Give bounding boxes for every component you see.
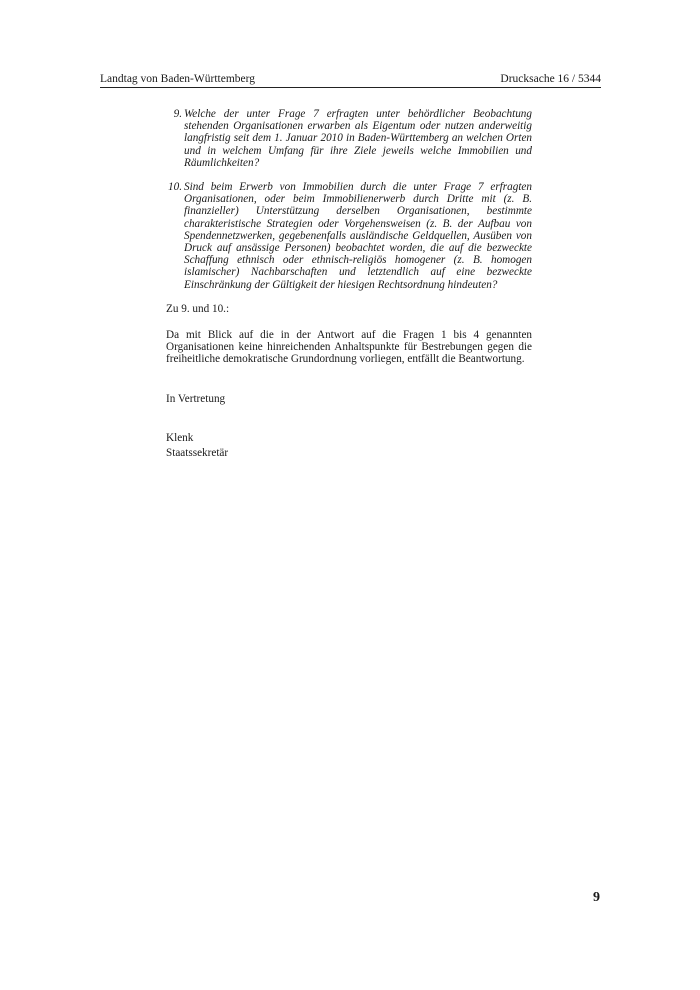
answer-heading: Zu 9. und 10.: [166,302,230,315]
question-number: 9. [173,108,182,120]
question-text: Welche der unter Frage 7 erfragten unter behördlicher Beobachtung stehenden Organisationen erwarben als Eigentum oder nutzen anderweitig langfristig seit dem 1. Januar 2010 in Baden-Württemberg an welchen Orten und in welchem Umfang für ihre Ziele jeweils welche Immobilien und Räumlichkeiten? [184,108,532,169]
page-number: 9 [593,890,600,905]
question-number: 10. [168,181,182,194]
signatory-title: Staatssekretär [166,447,229,460]
page-header [100,72,601,88]
question-10 [166,181,532,291]
answer-text: Da mit Blick auf die in der Antwort auf die Fragen 1 bis 4 genannten Organisationen keine hinreichenden Anhaltspunkte für Bestrebungen gegen die freiheitliche demokratische Grundordnung vorliegen, entfällt die Beantwortung. [166,329,532,366]
question-9 [166,108,532,169]
header-divider [100,87,601,88]
header-parliament-name: Landtag von Baden-Württemberg [100,73,255,85]
closing-phrase: In Vertretung [166,392,226,405]
header-document-number: Drucksache 16 / 5344 [500,73,601,85]
question-text: Sind beim Erwerb von Immobilien durch die unter Frage 7 erfragten Organisationen, oder beim Immobilienerwerb durch Dritte mit (z. B. finanzieller) Unterstützung derselben Organisationen, bestimmte charakteristische Strategien oder Vorgehensweisen (z. B. der Aufbau von Spendennetzwerken, gegebenenfalls ausländische Geldquellen, Ausüben von Druck auf ansässige Personen) beobachtet worden, die auf die bezweckte Schaffung ethnisch oder ethnisch-religiös homogener (z. B. homogen islamischer) Nachbarschaften und letztendlich auf eine bezweckte Einschränkung der Gültigkeit der hiesigen Rechtsordnung hindeuten? [184,181,532,291]
signatory-name: Klenk [166,431,194,444]
document-body [166,108,532,459]
